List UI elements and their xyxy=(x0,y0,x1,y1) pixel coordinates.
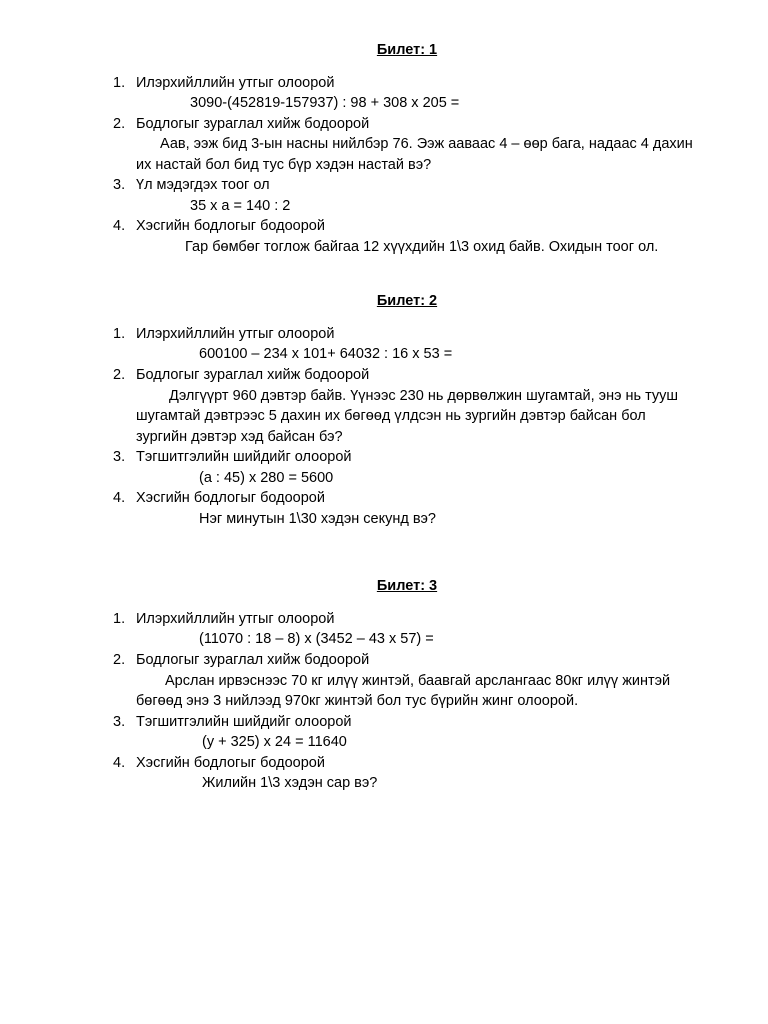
item-text: Бодлогыг зураглал хийж бодоорой xyxy=(136,367,370,383)
item-text: Тэгшитгэлийн шийдийг олоорой xyxy=(136,449,352,465)
ticket-title: Билет: 2 xyxy=(376,293,438,309)
item-number: 1. xyxy=(113,326,126,342)
item-text: Жилийн 1\3 хэдэн сар вэ? xyxy=(202,775,378,791)
item-number: 2. xyxy=(113,652,126,668)
item-number: 3. xyxy=(113,714,126,730)
item-text: Хэсгийн бодлогыг бодоорой xyxy=(136,490,325,506)
item-text: 600100 – 234 x 101+ 64032 : 16 x 53 = xyxy=(199,346,453,362)
item-text: Илэрхийллийн утгыг олоорой xyxy=(136,326,335,342)
item-text: Илэрхийллийн утгыг олоорой xyxy=(136,75,335,91)
item-text: Хэсгийн бодлогыг бодоорой xyxy=(136,218,325,234)
item-text: Хэсгийн бодлогыг бодоорой xyxy=(136,755,325,771)
item-text: Тэгшитгэлийн шийдийг олоорой xyxy=(136,714,352,730)
item-text: 3090-(452819-157937) : 98 + 308 x 205 = xyxy=(190,95,460,111)
item-text: бөгөөд энэ 3 нийлээд 970кг жинтэй бол тус бүрийн жинг олоорой. xyxy=(136,693,579,709)
item-text: зургийн дэвтэр хэд байсан бэ? xyxy=(136,429,343,445)
item-text: их настай бол бид тус бүр хэдэн настай вэ? xyxy=(136,157,432,173)
item-number: 1. xyxy=(113,75,126,91)
item-text: Арслан ирвэснээс 70 кг илүү жинтэй, баавгай арслангаас 80кг илүү жинтэй xyxy=(165,673,671,689)
item-text: Үл мэдэгдэх тоог ол xyxy=(136,177,270,193)
item-text: Бодлогыг зураглал хийж бодоорой xyxy=(136,652,370,668)
item-text: Гар бөмбөг тоглож байгаа 12 хүүхдийн 1\3 охид байв. Охидын тоог ол. xyxy=(185,239,659,255)
item-text: Дэлгүүрт 960 дэвтэр байв. Үүнээс 230 нь дөрвөлжин шугамтай, энэ нь тууш xyxy=(169,388,679,404)
item-text: (a : 45) x 280 = 5600 xyxy=(199,470,334,486)
item-number: 3. xyxy=(113,177,126,193)
item-number: 4. xyxy=(113,218,126,234)
item-number: 1. xyxy=(113,611,126,627)
item-text: Илэрхийллийн утгыг олоорой xyxy=(136,611,335,627)
ticket-title: Билет: 3 xyxy=(376,578,438,594)
item-text: Бодлогыг зураглал хийж бодоорой xyxy=(136,116,370,132)
item-number: 3. xyxy=(113,449,126,465)
item-text: Аав, ээж бид 3-ын насны нийлбэр 76. Ээж ааваас 4 – өөр бага, надаас 4 дахин xyxy=(160,136,693,152)
item-number: 4. xyxy=(113,755,126,771)
item-text: (11070 : 18 – 8) x (3452 – 43 x 57) = xyxy=(199,631,434,647)
item-text: шугамтай дэвтрээс 5 дахин их бөгөөд үлдсэн нь зургийн дэвтэр байсан бол xyxy=(136,408,646,424)
item-number: 2. xyxy=(113,367,126,383)
item-number: 4. xyxy=(113,490,126,506)
item-text: 35 x a = 140 : 2 xyxy=(190,198,291,214)
item-text: (у + 325) x 24 = 11640 xyxy=(202,734,347,750)
item-text: Нэг минутын 1\30 хэдэн секунд вэ? xyxy=(199,511,436,527)
item-number: 2. xyxy=(113,116,126,132)
ticket-title: Билет: 1 xyxy=(376,42,438,58)
